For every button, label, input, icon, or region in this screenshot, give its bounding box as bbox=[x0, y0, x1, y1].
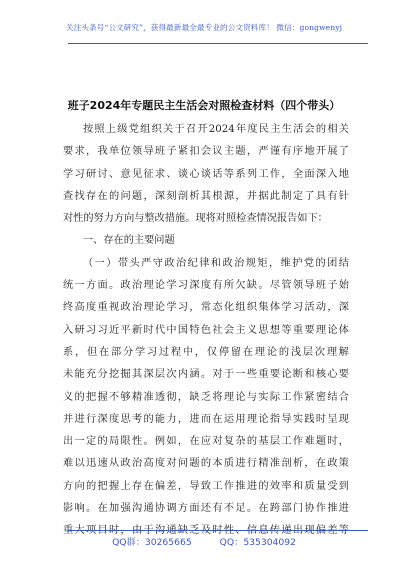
body-line: 要求，我单位领导班子紧扣会议主题，严谨有序地开展了 bbox=[63, 146, 349, 158]
body-line: 对性的努力方向与整改措施。现将对照检查情况报告如下： bbox=[63, 213, 328, 225]
body-line: （一）带头严守政治纪律和政治规矩，维护党的团结 bbox=[83, 257, 349, 269]
body-line: 难以迅速从政治高度对问题的本质进行精准剖析，在政策 bbox=[63, 458, 349, 470]
contact-footer bbox=[0, 534, 408, 548]
body-line: 影响。在加强沟通协调方面还有不足。在跨部门协作推进 bbox=[63, 503, 349, 515]
body-line: 义的把握不够精准透彻，缺乏将理论与实际工作紧密结合 bbox=[63, 391, 349, 403]
body-line: 系，但在部分学习过程中，仅停留在理论的浅层次理解 bbox=[63, 346, 349, 358]
body-line: 重大项目时，由于沟通缺乏及时性、信息传递出现偏差等 bbox=[63, 525, 349, 537]
body-line: 并进行深度思考的能力，进而在运用理论指导实践时呈现 bbox=[63, 413, 349, 425]
body-line: 查找存在的问题，深刻剖析其根源，并据此制定了具有针 bbox=[63, 190, 349, 202]
body-line: 终高度重视政治理论学习，常态化组织集体学习活动，深 bbox=[63, 302, 349, 314]
document-title: 班子2024年专题民主生活会对照检查材料（四个带头） bbox=[67, 99, 341, 112]
section-heading: 一、存在的主要问题 bbox=[83, 235, 175, 247]
body-line: 出一定的局限性。例如，在应对复杂的基层工作难题时， bbox=[63, 436, 349, 448]
document-body bbox=[63, 119, 349, 543]
body-line: 未能充分挖掘其深层次内涵。对于一些重要论断和核心要 bbox=[63, 369, 349, 381]
body-line: 方向的把握上存在偏差，导致工作推进的效率和质量受到 bbox=[63, 480, 349, 492]
header-divider bbox=[68, 43, 368, 44]
body-line: 学习研讨、意见征求、谈心谈话等系列工作，全面深入地 bbox=[63, 168, 349, 180]
body-line: 按照上级党组织关于召开2024年度民主生活会的相关 bbox=[83, 124, 349, 135]
body-line: 入研习习近平新时代中国特色社会主义思想等重要理论体 bbox=[63, 324, 349, 336]
qq-group-number: QQ群：30265665 bbox=[112, 537, 192, 548]
qq-contact-number: QQ：535304092 bbox=[219, 537, 296, 548]
promo-banner-text: 关注头条号“公文研究”，获得最新最全最专业的公文资料库！ 微信：gongwenyj bbox=[65, 23, 343, 32]
body-line: 统一方面。政治理论学习深度有所欠缺。尽管领导班子始 bbox=[63, 280, 349, 292]
footer-divider bbox=[68, 530, 368, 531]
